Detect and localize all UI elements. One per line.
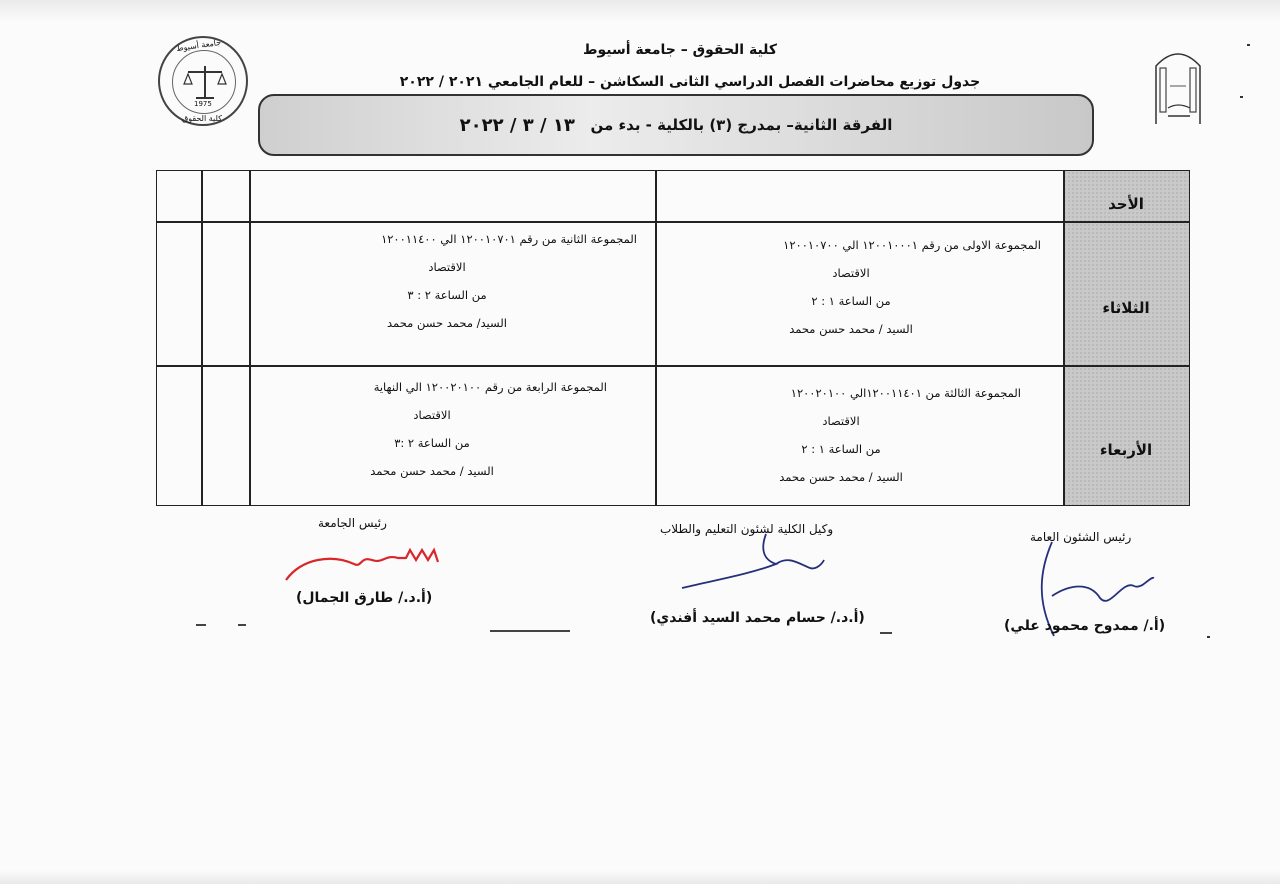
time: من الساعة ٢ : ٣ xyxy=(407,288,487,302)
day-sunday: الأحد xyxy=(1108,195,1144,213)
faculty-title: كلية الحقوق – جامعة أسيوط xyxy=(582,42,778,58)
seal-year: 1975 xyxy=(194,100,212,108)
group-range: المجموعة الثالثة من ١٢٠٠١١٤٠١الي ١٢٠٠٢٠١٠٠ xyxy=(790,386,1021,400)
table-row-divider xyxy=(157,365,1189,367)
seal-top-text: جامعة أسيوط xyxy=(175,37,222,54)
teacher: السيد / محمد حسن محمد xyxy=(370,464,494,478)
seal-bottom-text: كلية الحقوق xyxy=(182,114,222,123)
table-row-divider xyxy=(157,221,1189,223)
time: من الساعة ١ : ٢ xyxy=(811,294,891,308)
faculty-seal xyxy=(158,36,248,126)
day-wednesday: الأربعاء xyxy=(1099,441,1153,459)
day-tuesday: الثلاثاء xyxy=(1102,299,1150,317)
banner-date: ١٣ / ٣ / ٢٠٢٢ xyxy=(459,114,575,136)
subject: الاقتصاد xyxy=(428,260,466,274)
vice-dean-title: وكيل الكلية لشئون التعليم والطلاب xyxy=(660,522,834,536)
subject: الاقتصاد xyxy=(413,408,451,422)
schedule-table xyxy=(156,170,1190,506)
teacher: السيد/ محمد حسن محمد xyxy=(387,316,507,330)
handwritten-signature-icon xyxy=(282,546,442,586)
teacher: السيد / محمد حسن محمد xyxy=(779,470,903,484)
banner-text: الفرقة الثانية– بمدرج (٣) بالكلية - بدء من xyxy=(590,116,893,134)
tuesday-session-group2 xyxy=(257,225,637,337)
subject: الاقتصاد xyxy=(832,266,870,280)
scan-speck xyxy=(1240,96,1243,98)
handwritten-signature-icon xyxy=(676,528,826,598)
dash-mark xyxy=(880,632,892,634)
general-affairs-title: رئيس الشئون العامة xyxy=(1030,530,1132,544)
subject: الاقتصاد xyxy=(822,414,860,428)
president-title: رئيس الجامعة xyxy=(318,516,387,530)
vice-dean-name: (أ.د./ حسام محمد السيد أفندي) xyxy=(650,610,865,626)
teacher: السيد / محمد حسن محمد xyxy=(789,322,913,336)
schedule-title: جدول توزيع محاضرات الفصل الدراسي الثانى السكاشن – للعام الجامعي ٢٠٢١ / ٢٠٢٢ xyxy=(399,74,981,90)
university-logo-icon xyxy=(1150,46,1206,126)
dash-mark xyxy=(238,624,246,626)
time: من الساعة ١ : ٢ xyxy=(801,442,881,456)
group-range: المجموعة الاولى من رقم ١٢٠٠١٠٠٠١ الي ١٢٠٠١٠٧٠٠ xyxy=(783,238,1041,252)
general-affairs-name: (أ./ ممدوح محمود علي) xyxy=(1004,618,1166,634)
president-name: (أ.د./ طارق الجمال) xyxy=(296,590,433,606)
class-banner xyxy=(258,94,1094,156)
group-range: المجموعة الثانية من رقم ١٢٠٠١٠٧٠١ الي ١٢٠٠١١٤٠٠ xyxy=(381,232,637,246)
scan-speck xyxy=(1207,636,1210,638)
group-range: المجموعة الرابعة من رقم ١٢٠٠٢٠١٠٠ الي النهاية xyxy=(373,380,607,394)
scan-bottom-shadow xyxy=(0,870,1280,884)
tuesday-session-group1 xyxy=(661,231,1041,343)
dash-mark xyxy=(490,630,570,632)
wednesday-session-group3 xyxy=(661,379,1021,491)
scan-top-shadow xyxy=(0,0,1280,22)
time: من الساعة ٢ :٣ xyxy=(394,436,470,450)
dash-mark xyxy=(196,624,206,626)
wednesday-session-group4 xyxy=(257,373,607,485)
scan-speck xyxy=(1247,44,1250,46)
